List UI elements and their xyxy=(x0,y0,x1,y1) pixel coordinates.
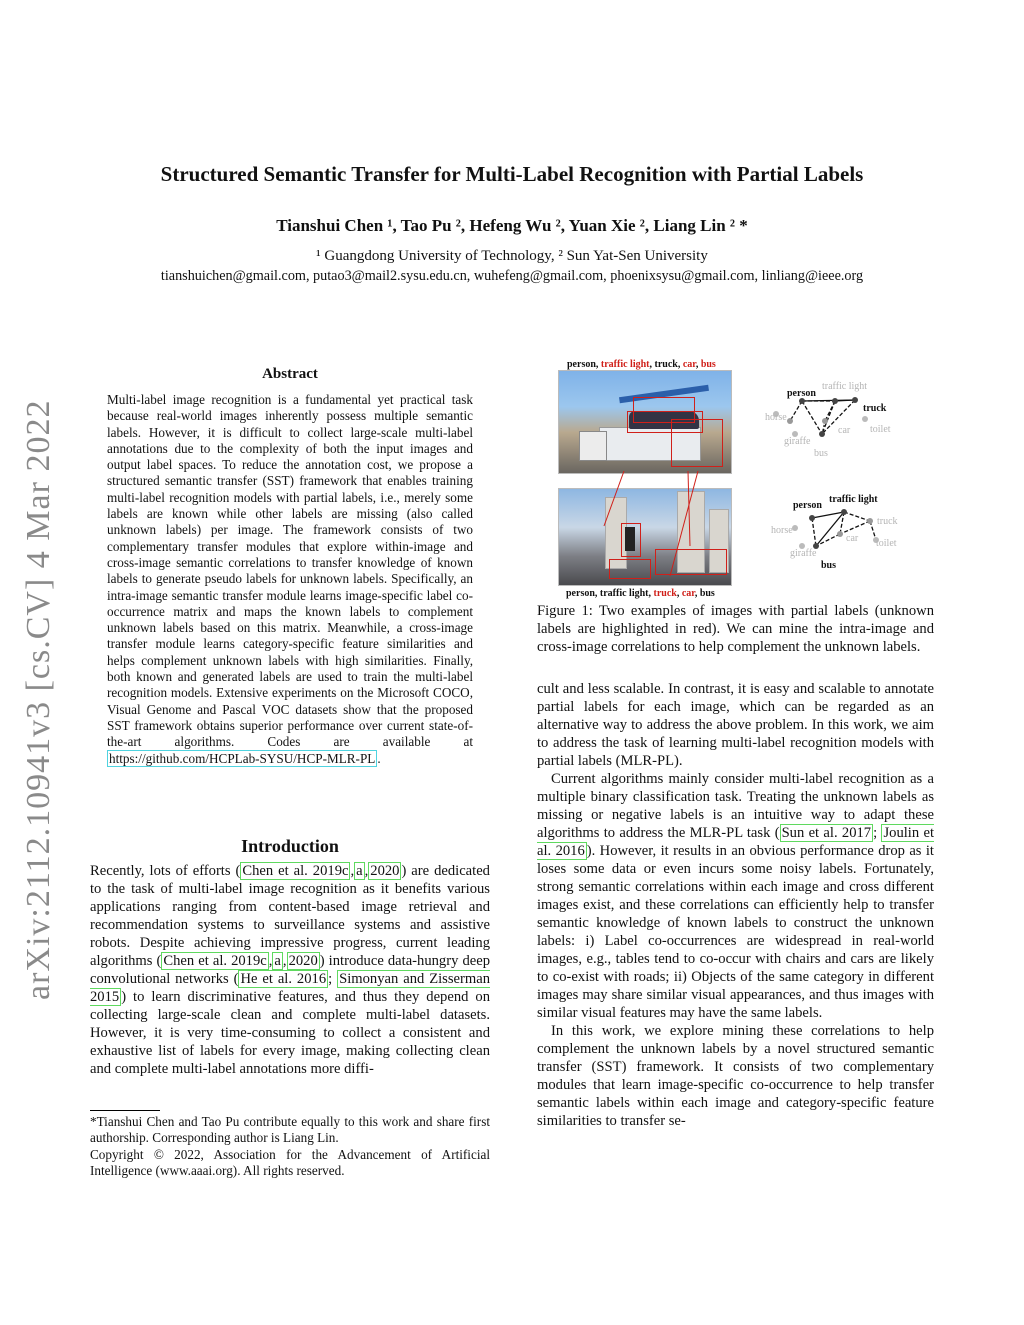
citation-link[interactable]: He et al. 2016 xyxy=(240,971,327,987)
graph-1-node-truck: truck xyxy=(863,403,887,414)
introduction-text xyxy=(90,862,490,1078)
graph-2-node-car: car xyxy=(846,533,859,544)
citation-link[interactable]: Simonyan and Zisserman 2015 xyxy=(90,971,490,1005)
arxiv-watermark: arXiv:2112.10941v3 [cs.CV] 4 Mar 2022 xyxy=(20,399,57,1000)
footnote-rule xyxy=(90,1110,160,1111)
figure-bottom-labels: person, traffic light, truck, car, bus xyxy=(566,588,715,599)
intro-paragraph: Recently, lots of efforts ( Chen et al. 2019c , a , 2020 ) are dedicated to the task of multi-label image recognition as it benefits various applications ranging from content-based image retrieval and recommendation systems to surveillance systems and assistive robots. Despite achieving impressive progress, current leading algorithms ( Chen et al. 2019c , a , 2020 ) introduce data-hungry deep convolutional networks ( He et al. 2016 ; Simonyan and Zisserman 2015 ) to learn discriminative features, and thus they depend on collecting large-scale clean and complete multi-label datasets. However, it is very time-consuming to collect a consistent and exhaustive list of labels for every image, making collecting clean and complete multi-label annotations more diffi- xyxy=(90,863,490,1077)
copyright-notice: Copyright © 2022, Association for the Advancement of Artificial Intelligence (www.aaai.org). All rights reserved. xyxy=(90,1146,490,1179)
graph-2-node-truck: truck xyxy=(877,516,898,527)
abstract-end: . xyxy=(377,750,381,766)
graph-2-node-toilet: toilet xyxy=(876,538,897,549)
abstract-heading: Abstract xyxy=(262,366,318,382)
graph-1-node-person: person xyxy=(787,388,816,399)
right-paragraph-2: Current algorithms mainly consider multi-label recognition as a multiple binary classification task. Treating the unknown labels as missing or negative labels is an intuitive way to adapt these algorithms to address the MLR-PL task ( Sun et al. 2017 ; Joulin et al. 2016 ). However, it results in an obvious performance drop as it loses some data or even incurs some noisy labels. Fortunately, strong semantic correlations within each image and cross different images exist, and these correlations can efficiently help to transfer semantic knowledge of known labels to construct the unknown labels: i) Label co-occurrences are widespread in real-world images, e.g., tables tend to co-occur with chairs and cars are likely to co-exist with roads; ii) Objects of the same category in different images may share similar visual appearances, and thus images with similar visual features may have the same labels. xyxy=(537,771,935,1021)
right-paragraph-3: In this work, we explore mining these correlations to help complement the unknown labels by a novel structured semantic transfer (SST) framework. It consists of two complementary modules that learn image-specific co-occurrence to help transfer semantic labels within each image and category-specific feature similarities to transfer se- xyxy=(537,1023,934,1129)
citation-link[interactable]: 2020 xyxy=(370,863,400,879)
graph-2-nodes xyxy=(792,509,879,549)
right-column-text xyxy=(537,680,934,1130)
graph-1-node-giraffe: giraffe xyxy=(784,436,811,447)
affiliations: ¹ Guangdong University of Technology, ² Sun Yat-Sen University xyxy=(316,248,708,264)
graph-2-node-giraffe: giraffe xyxy=(790,548,817,559)
graph-1-nodes xyxy=(773,397,868,437)
right-paragraph-1: cult and less scalable. In contrast, it is easy and scalable to annotate partial labels for each image, which can be regarded as an alternative way to address the above problem. In this work, we aim to address the task of learning multi-label recognition models with partial labels (MLR-PL). xyxy=(537,681,934,769)
graph-2-node-person: person xyxy=(793,500,822,511)
graph-2-node-bus: bus xyxy=(821,560,837,571)
paper-title: Structured Semantic Transfer for Multi-Label Recognition with Partial Labels xyxy=(160,162,864,186)
author-emails: tianshuichen@gmail.com, putao3@mail2.sysu.edu.cn, wuhefeng@gmail.com, phoenixsysu@gmail.com, linliang@ieee.org xyxy=(160,268,864,284)
abstract-body: Multi-label image recognition is a fundamental yet practical task because real-world images inherently possess multiple semantic labels. However, it is difficult to collect large-scale multi-label annotations due to the complexity of both the input images and output label spaces. To reduce the annotation cost, we propose a structured semantic transfer (SST) framework that enables training multi-label recognition models with partial labels, i.e., merely some labels are known while other labels are missing (also called unknown labels) per image. The framework consists of two complementary transfer modules that explore within-image and cross-image semantic correlations to transfer knowledge of known labels to generate pseudo labels for unknown labels. Specifically, an intra-image semantic transfer module learns image-specific label co-occurrence matrix and maps the known labels to complement unknown labels based on this matrix. Meanwhile, a cross-image transfer module learns category-specific feature similarities and helps complement unknown labels with high similarities. Finally, both known and generated labels are used to train the multi-label recognition models. Extensive experiments on the Microsoft COCO, Visual Genome and Pascal VOC datasets show that the proposed SST framework obtains superior performance over current state-of-the-art algorithms. Codes are available at xyxy=(107,392,473,750)
figure-connector-lines xyxy=(540,356,935,601)
graph-1-node-traffic-light: traffic light xyxy=(822,381,868,392)
citation-link[interactable]: Chen et al. 2019c xyxy=(163,953,267,969)
code-link[interactable]: https://github.com/HCPLab-SYSU/HCP-MLR-PL xyxy=(109,750,376,766)
abstract-text xyxy=(107,392,473,767)
footnote-equal-contribution: *Tianshui Chen and Tao Pu contribute equally to this work and share first authorship. Corresponding author is Liang Lin. xyxy=(90,1114,490,1146)
graph-1-node-toilet: toilet xyxy=(870,424,891,435)
citation-link[interactable]: a xyxy=(274,953,281,969)
figure-1-caption: Figure 1: Two examples of images with partial labels (unknown labels are highlighted in red). We can mine the intra-image and cross-image correlations to help complement the unknown labels. xyxy=(537,603,934,655)
introduction-heading: Introduction xyxy=(241,836,339,856)
citation-link[interactable]: Sun et al. 2017 xyxy=(781,825,872,841)
figure-top-labels: person, traffic light, truck, car, bus xyxy=(567,359,716,370)
author-list: Tianshui Chen ¹, Tao Pu ², Hefeng Wu ², Yuan Xie ², Liang Lin ² * xyxy=(276,216,748,235)
citation-link[interactable]: Chen et al. 2019c xyxy=(242,863,349,879)
graph-2-node-horse: horse xyxy=(771,525,793,536)
footnote xyxy=(90,1114,490,1180)
graph-1-node-horse: horse xyxy=(765,412,787,423)
graph-2-edges xyxy=(812,512,876,546)
citation-link[interactable]: 2020 xyxy=(288,953,318,969)
figure-1 xyxy=(540,356,935,601)
citation-link[interactable]: a xyxy=(356,863,363,879)
graph-2-node-traffic-light: traffic light xyxy=(829,494,878,505)
citation-link[interactable]: Joulin et al. 2016 xyxy=(537,825,935,859)
graph-1-node-bus: bus xyxy=(814,448,828,459)
graph-1-node-car: car xyxy=(838,425,851,436)
